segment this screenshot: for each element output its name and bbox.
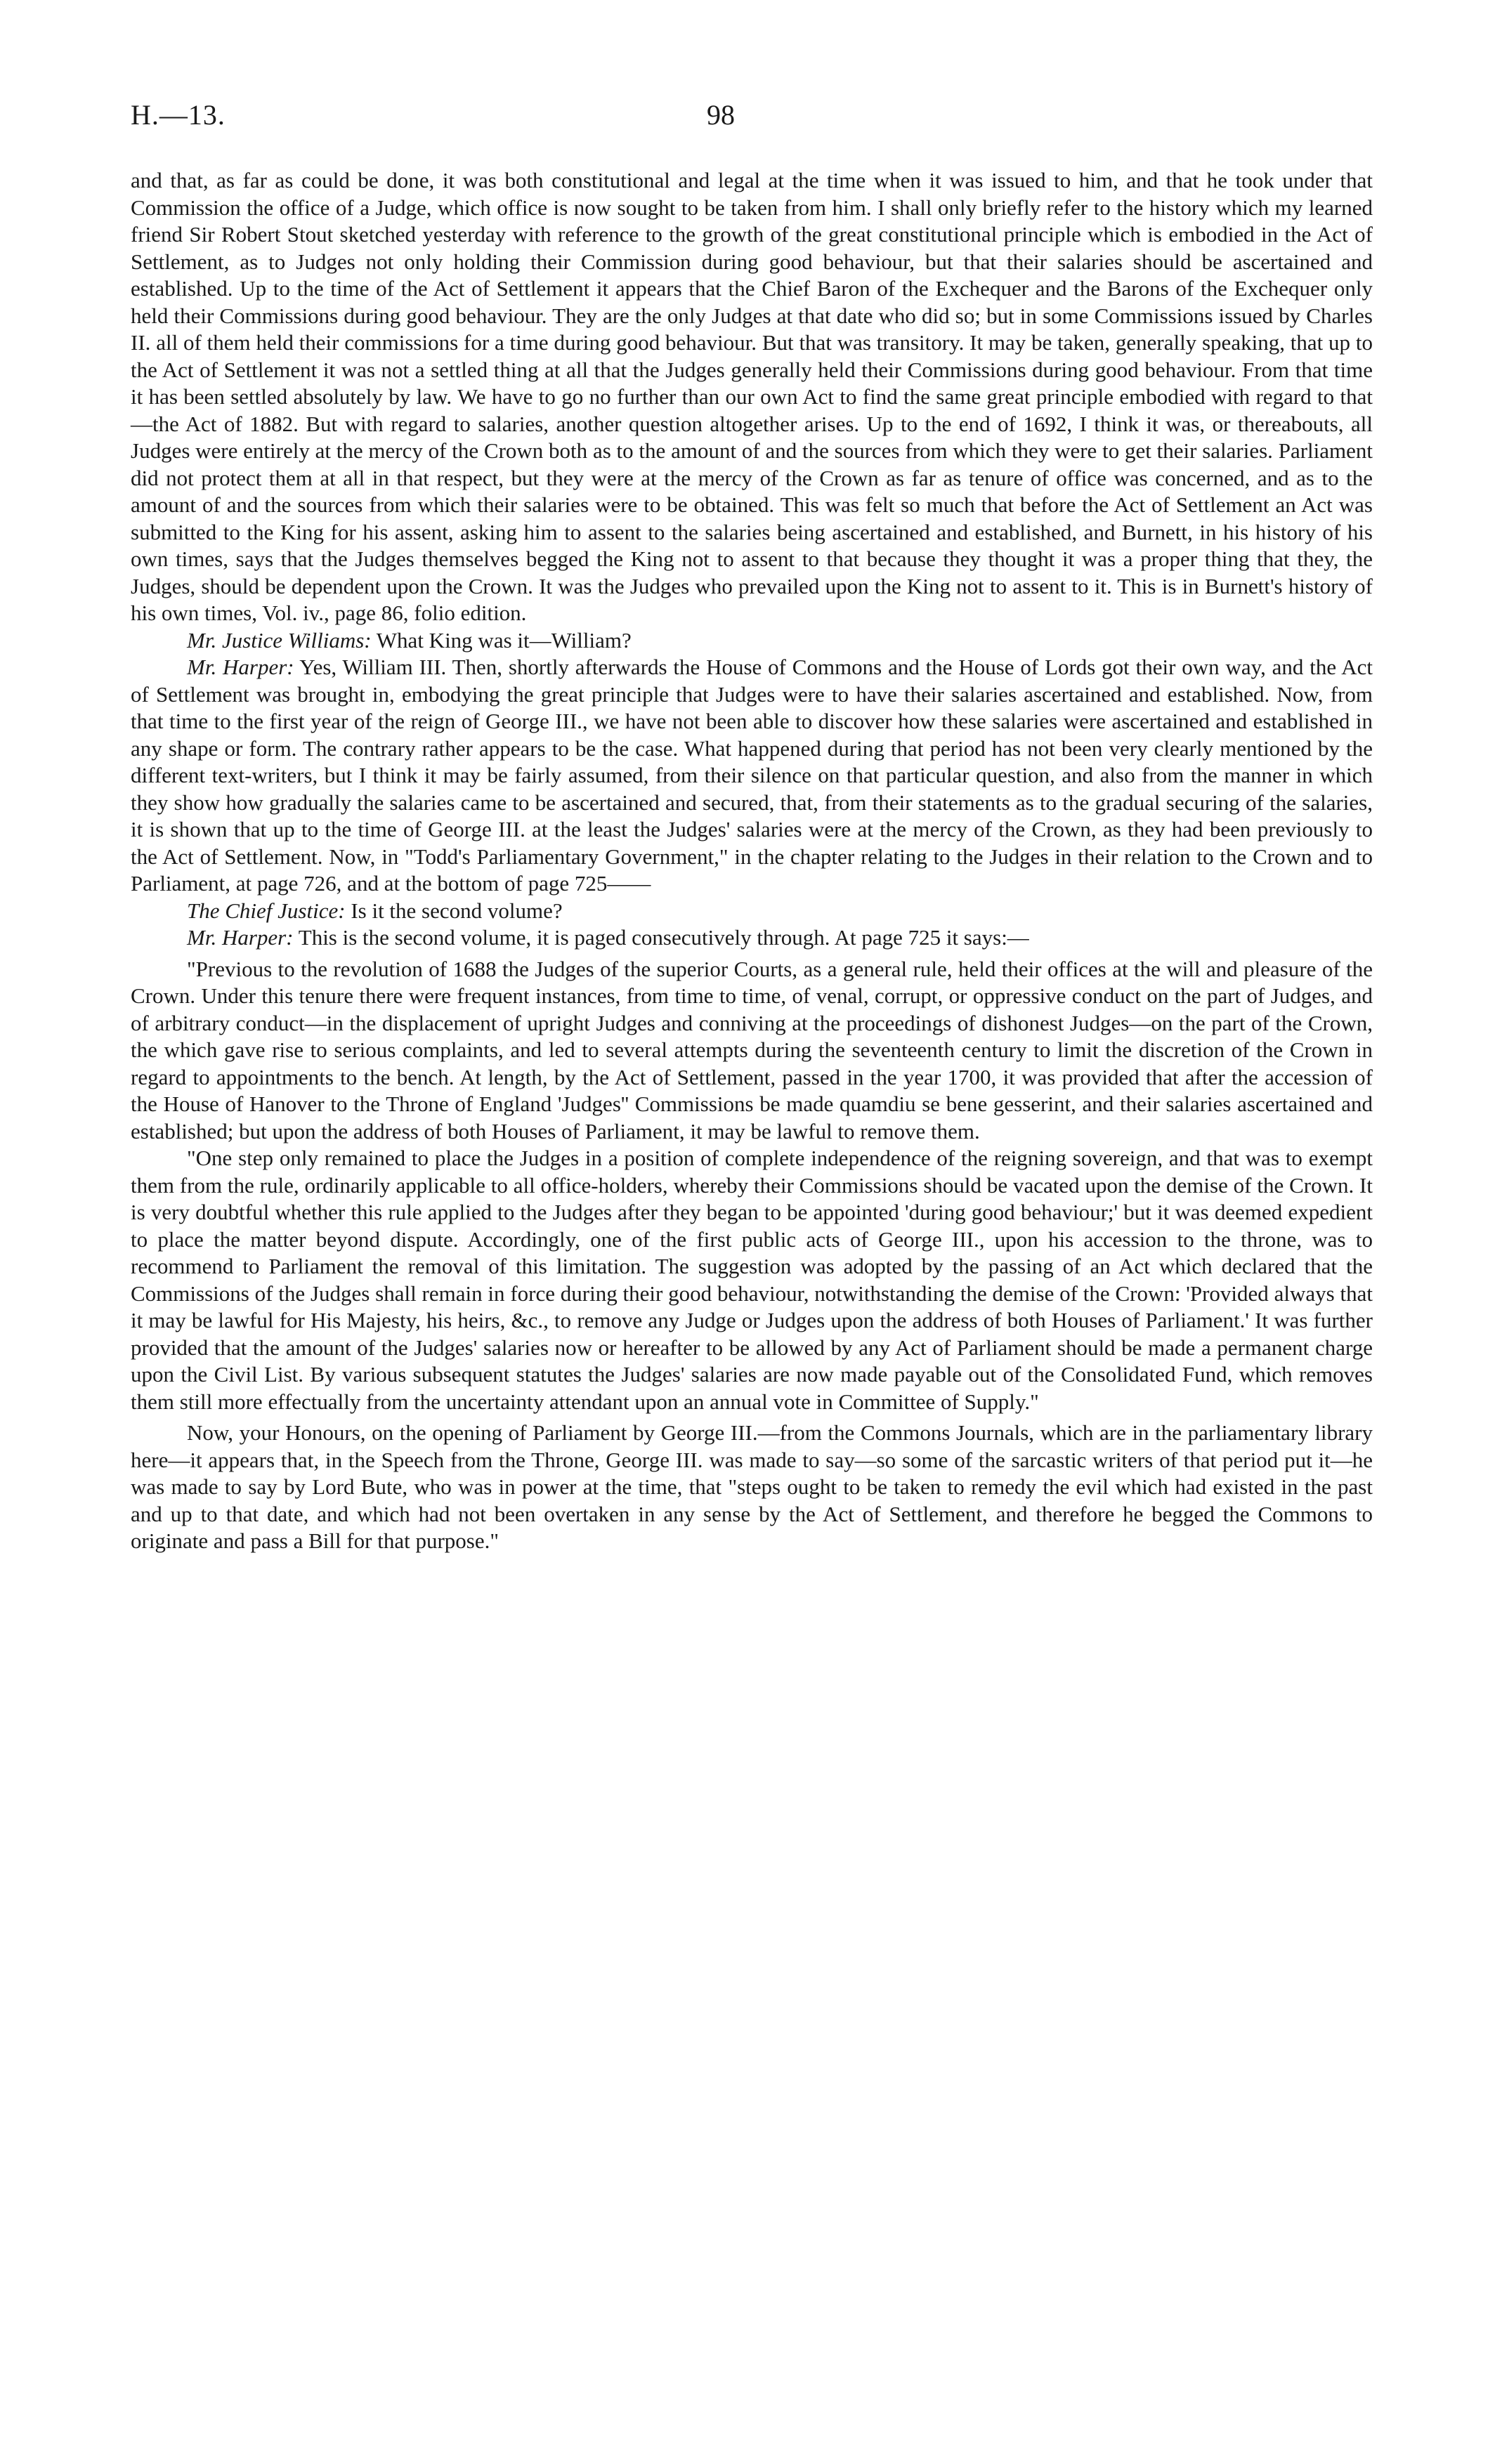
paragraph-text: This is the second volume, it is paged consecutively through. At page 725 it says:— xyxy=(293,925,1029,950)
document-reference: H.—13. xyxy=(131,99,226,131)
paragraph-text: Now, your Honours, on the opening of Parliament by George III.—from the Commons Journals, which are in the parliamentary library here—it appears that, in the Speech from the Throne, George III. was made to say—so some of the sarcastic writers of that period put it—he was made to say by Lord Bute, who was in power at the time, that "steps ought to be taken to remedy the evil which had existed in the past and up to that date, and which had not been overtaken in any sense by the Act of Settlement, and therefore he begged the Commons to originate and pass a Bill for that purpose." xyxy=(131,1420,1373,1553)
quoted-paragraph xyxy=(131,956,1373,1146)
paragraph xyxy=(131,924,1373,952)
paragraph xyxy=(131,654,1373,898)
paragraph xyxy=(131,898,1373,925)
speaker-name: Mr. Harper: xyxy=(187,925,294,950)
speaker-name: Mr. Harper: xyxy=(187,655,294,679)
page-number: 98 xyxy=(707,99,735,131)
paragraph-text: "One step only remained to place the Judges in a position of complete independence of the reigning sovereign, and that was to exempt them from the rule, ordinarily applicable to all office-holders, whereby their Commissions should be vacated upon the demise of the Crown. It is very doubtful whether this rule applied to the Judges after they began to be appointed 'during good behaviour;' but it was deemed expedient to place the matter beyond dispute. Accordingly, one of the first public acts of George III., upon his accession to the throne, was to recommend to Parliament the removal of this limitation. The suggestion was adopted by the passing of an Act which declared that the Commissions of the Judges shall remain in force during their good behaviour, notwithstanding the demise of the Crown: 'Provided always that it may be lawful for His Majesty, his heirs, &c., to remove any Judge or Judges upon the address of both Houses of Parliament.' It was further provided that the amount of the Judges' salaries now or hereafter to be allowed by any Act of Parliament should be made a permanent charge upon the Civil List. By various subsequent statutes the Judges' salaries are now made payable out of the Consolidated Fund, which removes them still more effectually from the uncertainty attendant upon an annual vote in Committee of Supply." xyxy=(131,1146,1373,1414)
running-head xyxy=(131,98,1373,140)
speaker-name: Mr. Justice Williams: xyxy=(187,627,372,653)
quoted-paragraph xyxy=(131,1145,1373,1415)
paragraph xyxy=(131,167,1373,627)
paragraph xyxy=(131,627,1373,655)
paragraph-text: What King was it—William? xyxy=(371,627,632,653)
paragraph-text: and that, as far as could be done, it was both constitutional and legal at the time when it was issued to him, and that he took under that Commission the office of a Judge, which office is now sought to be taken from him. I shall only briefly refer to the history which my learned friend Sir Robert Stout sketched yesterday with reference to the growth of the great constitutional principle which is embodied in the Act of Settlement, as to Judges not only holding their Commission during good behaviour, but that their salaries should be ascertained and established. Up to the time of the Act of Settlement it appears that the Chief Baron of the Exchequer and the Barons of the Exchequer only held their Commissions during good behaviour. They are the only Judges at that date who did so; but in some Commissions issued by Charles II. all of them held their commissions for a time during good behaviour. But that was transitory. It may be taken, generally speaking, that up to the Act of Settlement it was not a settled thing at all that the Judges generally held their Commissions during good behaviour. From that time it has been settled absolutely by law. We have to go no further than our own Act to find the same great principle embodied with regard to that—the Act of 1882. But with regard to salaries, another question altogether arises. Up to the end of 1692, I think it was, or thereabouts, all Judges were entirely at the mercy of the Crown both as to the amount of and the sources from which they were to get their salaries. Parliament did not protect them at all in that respect, but they were at the mercy of the Crown as far as tenure of office was concerned, and as to the amount of and the sources from which their salaries were to be obtained. This was felt so much that before the Act of Settlement an Act was submitted to the King for his assent, asking him to assent to the salaries being ascertained and established, and Burnett, in his history of his own times, says that the Judges themselves begged the King not to assent to that because they thought it was a proper thing that they, the Judges, should be dependent upon the Crown. It was the Judges who prevailed upon the King not to assent to it. This is in Burnett's history of his own times, Vol. iv., page 86, folio edition. xyxy=(131,168,1373,625)
paragraph-text: "Previous to the revolution of 1688 the Judges of the superior Courts, as a general rule, held their offices at the will and pleasure of the Crown. Under this tenure there were frequent instances, from time to time, of venal, corrupt, or oppressive conduct on the part of Judges, and of arbitrary conduct—in the displacement of upright Judges and conniving at the proceedings of dishonest Judges—on the part of the Crown, the which gave rise to serious complaints, and led to several attempts during the seventeenth century to limit the discretion of the Crown in regard to appointments to the bench. At length, by the Act of Settlement, passed in the year 1700, it was provided that after the accession of the House of Hanover to the Throne of England 'Judges'' Commissions be made quamdiu se bene gesserint, and their salaries ascertained and established; but upon the address of both Houses of Parliament, it may be lawful to remove them. xyxy=(131,956,1373,1143)
body-text xyxy=(131,167,1373,1555)
paragraph-text: Yes, William III. Then, shortly afterwards the House of Commons and the House of Lords got their own way, and the Act of Settlement was brought in, embodying the great principle that Judges were to have their salaries ascertained and established. Now, from that time to the first year of the reign of George III., we have not been able to discover how these salaries were ascertained and established in any shape or form. The contrary rather appears to be the case. What happened during that period has not been very clearly mentioned by the different text-writers, but I think it may be fairly assumed, from their silence on that particular question, and also from the manner in which they show how gradually the salaries came to be ascertained and secured, that, from their statements as to the gradual securing of the salaries, it is shown that up to the time of George III. at the least the Judges' salaries were at the mercy of the Crown, as they had been previously to the Act of Settlement. Now, in "Todd's Parliamentary Government," in the chapter relating to the Judges in their relation to the Crown and to Parliament, at page 726, and at the bottom of page 725—— xyxy=(131,655,1373,896)
paragraph-text: Is it the second volume? xyxy=(345,898,563,923)
speaker-name: The Chief Justice: xyxy=(187,898,346,923)
paragraph xyxy=(131,1420,1373,1555)
